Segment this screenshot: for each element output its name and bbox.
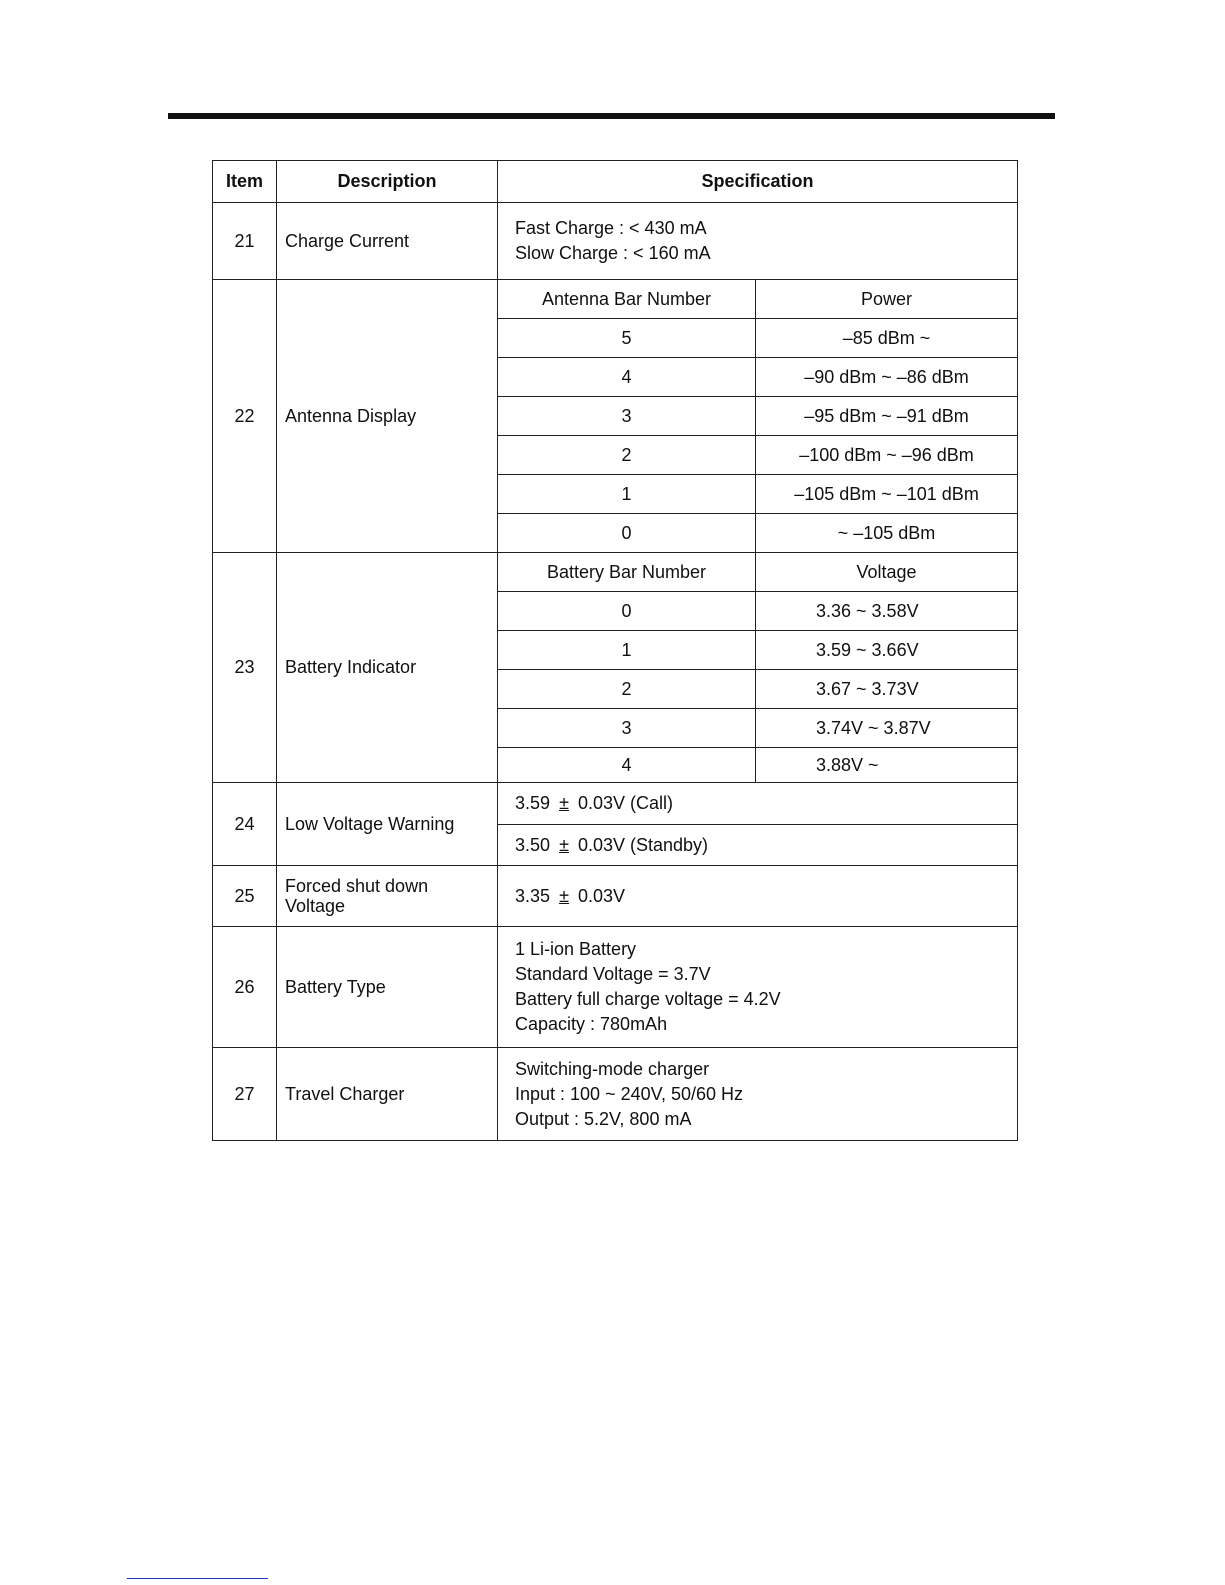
- battery-bar: 0: [498, 592, 756, 631]
- battery-voltage: 3.74V ~ 3.87V: [756, 709, 1018, 748]
- antenna-power: –85 dBm ~: [756, 319, 1018, 358]
- low-voltage-standby-rest: 0.03V (Standby): [577, 834, 709, 855]
- spec-line: Fast Charge : < 430 mA: [515, 218, 707, 238]
- battery-bar: 2: [498, 670, 756, 709]
- row-25: [213, 866, 1018, 927]
- plus-minus-symbol: ±: [559, 885, 569, 906]
- antenna-bar: 0: [498, 514, 756, 553]
- spec-line: Standard Voltage = 3.7V: [515, 964, 711, 984]
- antenna-power: –105 dBm ~ –101 dBm: [756, 475, 1018, 514]
- header-description: Description: [277, 161, 498, 203]
- item-22: 22: [213, 280, 277, 553]
- forced-shutdown-spec: [498, 866, 1018, 927]
- header-specification: Specification: [498, 161, 1018, 203]
- antenna-power: –100 dBm ~ –96 dBm: [756, 436, 1018, 475]
- row-27: [213, 1048, 1018, 1141]
- spec-line: Input : 100 ~ 240V, 50/60 Hz: [515, 1083, 744, 1104]
- antenna-bar: 4: [498, 358, 756, 397]
- row-21: [213, 203, 1018, 280]
- desc-21: Charge Current: [277, 203, 498, 280]
- desc-line: Voltage: [285, 896, 346, 916]
- item-21: 21: [213, 203, 277, 280]
- item-24: 24: [213, 783, 277, 866]
- antenna-bar: 2: [498, 436, 756, 475]
- item-27: 27: [213, 1048, 277, 1141]
- spec-21: [498, 203, 1018, 280]
- item-26: 26: [213, 927, 277, 1048]
- battery-voltage: 3.36 ~ 3.58V: [756, 592, 1018, 631]
- top-rule: [168, 113, 1055, 119]
- plus-minus-symbol: ±: [559, 834, 569, 855]
- row-22-header: [213, 280, 1018, 319]
- battery-bar: 1: [498, 631, 756, 670]
- antenna-power: –90 dBm ~ –86 dBm: [756, 358, 1018, 397]
- desc-line: Forced shut down: [285, 876, 429, 896]
- low-voltage-standby-value: 3.50: [515, 834, 551, 855]
- antenna-power: ~ –105 dBm: [756, 514, 1018, 553]
- row-24-call: [213, 783, 1018, 825]
- row-23-header: [213, 553, 1018, 592]
- desc-25: [277, 866, 498, 927]
- spec-line: Slow Charge : < 160 mA: [515, 243, 711, 263]
- low-voltage-call: [498, 783, 1018, 825]
- spec-table: [212, 160, 1018, 1141]
- spec-line: Output : 5.2V, 800 mA: [515, 1108, 692, 1129]
- item-23: 23: [213, 553, 277, 783]
- spec-line: 1 Li-ion Battery: [515, 939, 637, 959]
- battery-bar: 3: [498, 709, 756, 748]
- item-25: 25: [213, 866, 277, 927]
- spec-27: [498, 1048, 1018, 1141]
- header-item: Item: [213, 161, 277, 203]
- spec-26: [498, 927, 1018, 1048]
- low-voltage-call-rest: 0.03V (Call): [577, 793, 674, 813]
- antenna-col-bar: Antenna Bar Number: [498, 280, 756, 319]
- spec-line: Battery full charge voltage = 4.2V: [515, 989, 781, 1009]
- battery-voltage: 3.59 ~ 3.66V: [756, 631, 1018, 670]
- forced-shutdown-value: 3.35: [515, 885, 551, 906]
- desc-24: Low Voltage Warning: [277, 783, 498, 866]
- battery-voltage: 3.88V ~: [756, 748, 1018, 783]
- header-row: [213, 161, 1018, 203]
- plus-minus-symbol: ±: [559, 793, 569, 813]
- battery-voltage: 3.67 ~ 3.73V: [756, 670, 1018, 709]
- spec-line: Capacity : 780mAh: [515, 1014, 668, 1034]
- desc-26: Battery Type: [277, 927, 498, 1048]
- battery-bar: 4: [498, 748, 756, 783]
- low-voltage-standby: [498, 825, 1018, 866]
- spec-line: Switching-mode charger: [515, 1058, 710, 1079]
- low-voltage-call-value: 3.59: [515, 793, 551, 813]
- row-26: [213, 927, 1018, 1048]
- antenna-bar: 5: [498, 319, 756, 358]
- desc-22: Antenna Display: [277, 280, 498, 553]
- desc-27: Travel Charger: [277, 1048, 498, 1141]
- antenna-power: –95 dBm ~ –91 dBm: [756, 397, 1018, 436]
- battery-col-bar: Battery Bar Number: [498, 553, 756, 592]
- forced-shutdown-rest: 0.03V: [577, 885, 626, 906]
- bottom-link-underline: [127, 1578, 268, 1579]
- antenna-bar: 3: [498, 397, 756, 436]
- battery-col-voltage: Voltage: [756, 553, 1018, 592]
- antenna-col-power: Power: [756, 280, 1018, 319]
- desc-23: Battery Indicator: [277, 553, 498, 783]
- antenna-bar: 1: [498, 475, 756, 514]
